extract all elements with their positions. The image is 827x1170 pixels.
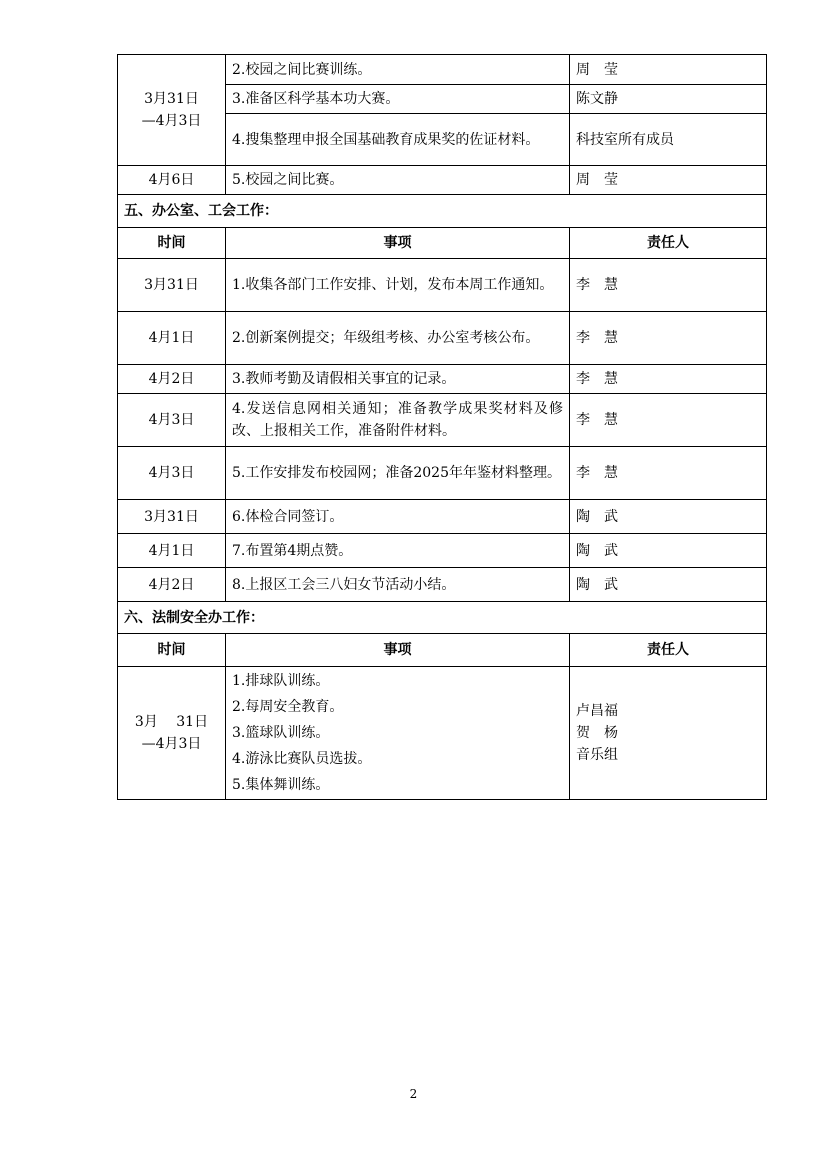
section-title-safety: 六、法制安全办工作：	[118, 602, 767, 634]
header-time: 时间	[118, 634, 226, 667]
time-cell: 4月3日	[118, 394, 226, 447]
table-row	[118, 312, 767, 365]
item-cell: 3.准备区科学基本功大赛。	[226, 85, 570, 114]
header-row	[118, 228, 767, 259]
header-row	[118, 634, 767, 667]
time-cell: 4月3日	[118, 447, 226, 500]
page-number: 2	[409, 1087, 418, 1101]
person-cell: 陶 武	[570, 500, 767, 534]
person-cell: 周 莹	[570, 55, 767, 85]
section-title-office: 五、办公室、工会工作：	[118, 195, 767, 228]
table-row	[118, 166, 767, 195]
person-cell	[570, 667, 767, 800]
person-name: 音乐组	[576, 747, 618, 763]
table-row	[118, 500, 767, 534]
table-row	[118, 534, 767, 568]
person-cell: 陶 武	[570, 568, 767, 602]
time-cell: 3月 31日 —4月3日	[118, 667, 226, 800]
item-cell: 7.布置第4期点赞。	[226, 534, 570, 568]
person-cell: 李 慧	[570, 394, 767, 447]
item-cell: 2.校园之间比赛训练。	[226, 55, 570, 85]
table-row	[118, 667, 767, 800]
person-cell: 周 莹	[570, 166, 767, 195]
person-cell: 李 慧	[570, 312, 767, 365]
item-cell: 5.工作安排发布校园网；准备2025年年鉴材料整理。	[226, 447, 570, 500]
list-item: 3.篮球队训练。	[232, 725, 330, 741]
section-title-row	[118, 195, 767, 228]
time-cell: 4月2日	[118, 568, 226, 602]
header-time: 时间	[118, 228, 226, 259]
header-item: 事项	[226, 228, 570, 259]
time-cell: 3月31日	[118, 500, 226, 534]
person-cell: 李 慧	[570, 447, 767, 500]
person-name: 贺 杨	[576, 725, 618, 741]
person-cell: 科技室所有成员	[570, 114, 767, 166]
table-row	[118, 259, 767, 312]
person-cell: 李 慧	[570, 259, 767, 312]
list-item: 2.每周安全教育。	[232, 699, 344, 715]
table-row	[118, 365, 767, 394]
item-cell: 1.收集各部门工作安排、计划，发布本周工作通知。	[226, 259, 570, 312]
time-cell: 3月31日 —4月3日	[118, 55, 226, 166]
work-schedule-table	[117, 54, 767, 800]
item-cell: 4.发送信息网相关通知；准备教学成果奖材料及修改、上报相关工作，准备附件材料。	[226, 394, 570, 447]
list-item: 4.游泳比赛队员选拔。	[232, 751, 372, 767]
item-cell: 5.校园之间比赛。	[226, 166, 570, 195]
person-cell: 李 慧	[570, 365, 767, 394]
list-item: 5.集体舞训练。	[232, 777, 330, 793]
item-cell: 4.搜集整理申报全国基础教育成果奖的佐证材料。	[226, 114, 570, 166]
item-cell: 3.教师考勤及请假相关事宜的记录。	[226, 365, 570, 394]
person-name: 卢昌福	[576, 703, 618, 719]
section-title-row	[118, 602, 767, 634]
header-person: 责任人	[570, 634, 767, 667]
time-cell: 4月6日	[118, 166, 226, 195]
header-item: 事项	[226, 634, 570, 667]
time-cell: 4月1日	[118, 312, 226, 365]
time-cell: 4月2日	[118, 365, 226, 394]
table-row	[118, 568, 767, 602]
item-cell	[226, 667, 570, 800]
item-cell: 6.体检合同签订。	[226, 500, 570, 534]
time-cell: 4月1日	[118, 534, 226, 568]
person-cell: 陶 武	[570, 534, 767, 568]
item-cell: 2.创新案例提交；年级组考核、办公室考核公布。	[226, 312, 570, 365]
header-person: 责任人	[570, 228, 767, 259]
table-row	[118, 394, 767, 447]
list-item: 1.排球队训练。	[232, 673, 330, 689]
person-cell: 陈文静	[570, 85, 767, 114]
time-cell: 3月31日	[118, 259, 226, 312]
table-row	[118, 55, 767, 85]
item-cell: 8.上报区工会三八妇女节活动小结。	[226, 568, 570, 602]
table-row	[118, 447, 767, 500]
